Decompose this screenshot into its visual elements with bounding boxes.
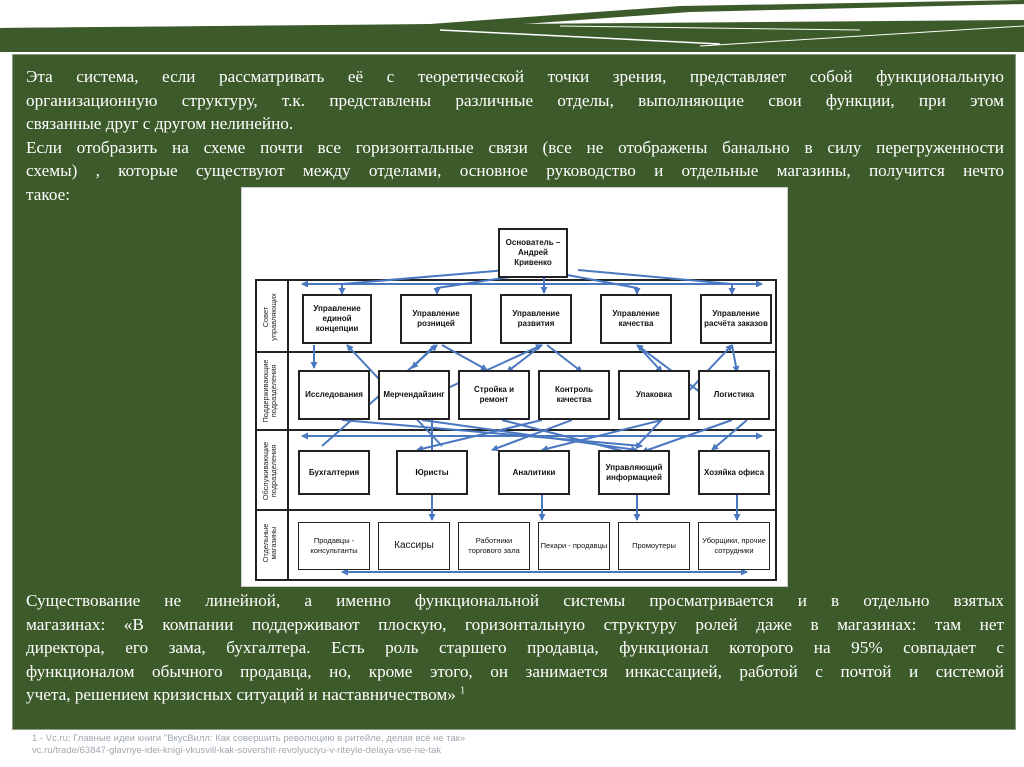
founder-box <box>498 228 568 278</box>
footnote-marker: 1 <box>460 685 466 697</box>
service-box-info-manager: Управляющий информацией <box>598 450 670 495</box>
store-box-cashiers: Кассиры <box>378 522 450 570</box>
footnote-line-1: 1 - Vc.ru: Главные идеи книги "ВкусВилл: Как совершить революцию в ритейле, делая всё не так» <box>32 733 466 744</box>
founder-label: Основатель – Андрей Кривенко <box>505 238 561 267</box>
store-box-floor-staff: Работники торгового зала <box>458 522 530 570</box>
conclusion-line-1: Существование не линейной, а именно функциональной системы просматривается и в отдельно взятых <box>26 591 1004 610</box>
row-label-support: Поддерживающие подразделения <box>261 359 278 423</box>
service-box-accounting: Бухгалтерия <box>298 450 370 495</box>
conclusion-line-3: директора, его зама, бухгалтера. Есть роль старшего продавца, функционал которого на 95% совпадает с <box>26 638 1004 658</box>
store-box-consultants: Продавцы - консультанты <box>298 522 370 570</box>
support-box-merchandising: Мерчендайзинг <box>378 370 450 420</box>
footnote-source <box>32 733 792 757</box>
conclusion-line-2: магазинах: «В компании поддерживают плоскую, горизонтальную структуру ролей даже в магазинах: там нет <box>26 614 1004 634</box>
row-label-stores: Отдельные магазины <box>261 523 278 563</box>
support-box-research: Исследования <box>298 370 370 420</box>
intro-line-4: Если отобразить на схеме почти все горизонтальные связи (все не отображены банально в силу перегруженности <box>26 137 1004 157</box>
intro-line-2: организационную структуру, т.к. представлены различные отделы, выполняющие свои функции, при этом <box>26 90 1004 110</box>
conclusion-line-5-text: учета, решением кризисных ситуаций и наставничеством» <box>26 685 456 705</box>
intro-line-1: Эта система, если рассматривать её с теоретической точки зрения, представляет собой функциональную <box>26 67 1004 86</box>
conclusion-line-5 <box>26 683 1004 707</box>
org-structure-diagram <box>241 187 788 587</box>
row-label-service: Обслуживающие подразделения <box>261 441 278 501</box>
decorative-top-band <box>0 0 1024 52</box>
footnote-line-2: vc.ru/trade/63847-glavnye-idei-knigi-vkusvill-kak-sovershit-revolyuciyu-v-riteyle-delaya-vse-ne-tak <box>32 745 442 756</box>
store-box-promoters: Промоутеры <box>618 522 690 570</box>
store-box-cleaners: Уборщики, прочие сотрудники <box>698 522 770 570</box>
intro-line-3: связанные друг с другом нелинейно. <box>26 114 294 134</box>
support-box-quality-control: Контроль качества <box>538 370 610 420</box>
intro-line-5: схемы) , которые существуют между отделами, основное руководство и отдельные магазины, получится нечто <box>26 161 1004 181</box>
support-box-construction: Стройка и ремонт <box>458 370 530 420</box>
service-box-analysts: Аналитики <box>498 450 570 495</box>
support-box-packaging: Упаковка <box>618 370 690 420</box>
support-box-logistics: Логистика <box>698 370 770 420</box>
council-box-quality: Управление качества <box>600 294 672 344</box>
service-box-lawyers: Юристы <box>396 450 468 495</box>
council-box-concept: Управление единой концепции <box>302 294 372 344</box>
intro-line-6: такое: <box>26 184 71 204</box>
row-label-council: Совет управляющих <box>261 293 278 341</box>
store-box-bakers: Пекари - продавцы <box>538 522 610 570</box>
intro-text <box>26 65 1004 207</box>
conclusion-text <box>26 589 1004 707</box>
council-box-retail: Управление розницей <box>400 294 472 344</box>
council-box-development: Управление развития <box>500 294 572 344</box>
conclusion-line-4: функционалом обычного продавца, но, кроме этого, он занимается инкассацией, работой с почтой и системой <box>26 661 1004 681</box>
slide-content-panel <box>12 54 1016 730</box>
service-box-office-manager: Хозяйка офиса <box>698 450 770 495</box>
council-box-orders: Управление расчёта заказов <box>700 294 772 344</box>
